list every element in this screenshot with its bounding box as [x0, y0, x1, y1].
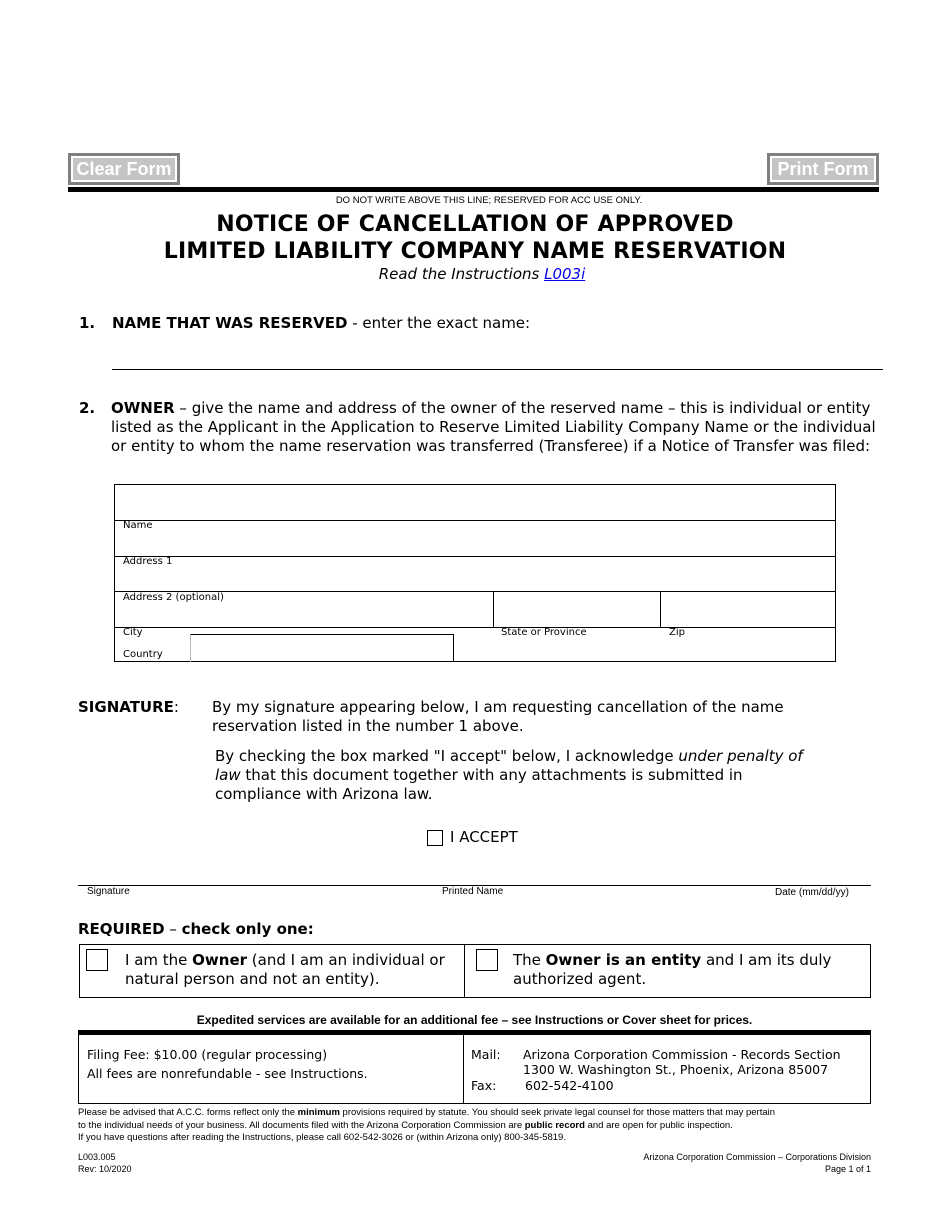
divider: [493, 591, 494, 627]
footer-p2-bold: public record: [524, 1119, 585, 1131]
nonrefundable-note: All fees are nonrefundable - see Instructions.: [87, 1066, 368, 1081]
form-revision: Rev: 10/2020: [78, 1163, 132, 1174]
option1-a: I am the: [125, 951, 193, 969]
divider: [115, 556, 835, 557]
signature-label: Signature: [87, 886, 130, 897]
address1-label: Address 1: [123, 556, 173, 567]
fax-label: Fax:: [471, 1078, 497, 1093]
section1-heading: NAME THAT WAS RESERVED: [112, 314, 348, 332]
filing-fee: Filing Fee: $10.00 (regular processing): [87, 1047, 328, 1062]
i-accept-label: I ACCEPT: [450, 828, 518, 846]
owner-address-box: [114, 484, 836, 662]
footer-p1-b: provisions required by statute. You should seek private legal counsel for those matters that may pertain: [339, 1107, 776, 1118]
agency-name: Arizona Corporation Commission – Corporations Division: [643, 1152, 871, 1162]
country-label: Country: [123, 649, 163, 660]
form-title-line2: LIMITED LIABILITY COMPANY NAME RESERVATION: [163, 239, 787, 264]
page-number: Page 1 of 1: [824, 1163, 871, 1174]
section1-heading-line: [112, 314, 530, 333]
footer-line3: If you have questions after reading the Instructions, please call 602-542-3026 or (within Arizona only) 800-345-5819.: [78, 1132, 566, 1143]
signature-para2-italic: under penalty of law: [215, 747, 803, 784]
date-label: Date (mm/dd/yy): [775, 887, 849, 898]
required-options-box: [79, 944, 871, 998]
owner-individual-option: [125, 951, 460, 989]
zip-label: Zip: [669, 627, 685, 638]
signature-heading-line: [78, 698, 179, 717]
footer-p1-bold: minimum: [297, 1107, 340, 1118]
signature-para2-b: that this document together with any attachments is submitted in compliance with Arizona law.: [215, 766, 743, 803]
printed-name-label: Printed Name: [442, 886, 504, 897]
address1-input[interactable]: [121, 537, 829, 555]
clear-form-button[interactable]: Clear Form: [68, 153, 180, 185]
signature-para1: By my signature appearing below, I am requesting cancellation of the name reservation listed in the number 1 above.: [212, 698, 784, 735]
required-heading-line: [78, 920, 314, 939]
section2-heading: OWNER: [111, 399, 175, 417]
city-label: City: [123, 627, 143, 638]
footer-p2-b: and are open for public inspection.: [584, 1119, 733, 1131]
section1-text: - enter the exact name:: [347, 314, 531, 332]
divider: [115, 627, 835, 628]
fees-box: [78, 1030, 871, 1104]
i-accept-checkbox[interactable]: [427, 830, 443, 846]
option2-a: The: [513, 951, 546, 969]
signature-para2: [215, 747, 820, 804]
option1-b: (and I am an individual or natural person and not an entity).: [125, 951, 445, 988]
name-label: Name: [123, 520, 153, 531]
reserved-name-input[interactable]: [112, 348, 883, 370]
signature-colon: :: [173, 698, 179, 716]
required-heading: REQUIRED: [78, 920, 165, 938]
signature-para2-a: By checking the box marked "I accept" below, I acknowledge: [215, 747, 679, 765]
required-dash: –: [164, 920, 182, 938]
signature-heading: SIGNATURE: [78, 698, 174, 716]
section1-number: 1.: [79, 314, 96, 332]
mail-address-line2: 1300 W. Washington St., Phoenix, Arizona 85007: [523, 1062, 829, 1077]
fax-number: 602-542-4100: [525, 1078, 614, 1093]
form-number: L003.005: [78, 1152, 116, 1162]
section2-number: 2.: [79, 399, 96, 417]
top-rule: [68, 187, 879, 192]
expedited-note: Expedited services are available for an additional fee – see Instructions or Cover sheet for prices.: [196, 1013, 753, 1027]
form-id: [78, 1152, 132, 1175]
option2-bold: Owner is an entity: [545, 951, 702, 969]
option1-bold: Owner: [192, 951, 248, 969]
zip-input[interactable]: [664, 595, 832, 625]
instructions-prefix: Read the Instructions: [378, 265, 545, 283]
owner-entity-option: [513, 951, 858, 989]
address2-input[interactable]: [121, 573, 829, 591]
option2-b: and I am its duly authorized agent.: [513, 951, 832, 988]
owner-entity-checkbox[interactable]: [476, 949, 498, 971]
country-input[interactable]: [190, 634, 454, 662]
footer-p2-a: to the individual needs of your business. All documents filed with the Arizona Corporation Commission are: [78, 1119, 525, 1131]
address2-label: Address 2 (optional): [123, 592, 224, 603]
owner-name-input[interactable]: [121, 489, 829, 517]
section2-text: – give the name and address of the owner of the reserved name – this is individual or entity listed as the Applicant in the Application to Reserve Limited Liability Company Name or the individual or entity to whom the name reservation was transferred (Transferee) if a Notice of Transfer was filed:: [111, 399, 876, 455]
required-subtext: check only one:: [181, 920, 314, 938]
footer-p1-a: Please be advised that A.C.C. forms reflect only the: [78, 1107, 298, 1118]
mail-label: Mail:: [471, 1047, 501, 1062]
divider: [115, 520, 835, 521]
agency-info: [643, 1152, 871, 1175]
city-input[interactable]: [121, 609, 491, 627]
owner-individual-checkbox[interactable]: [86, 949, 108, 971]
footer-line2: [78, 1120, 878, 1133]
divider: [464, 945, 465, 997]
instructions-line: [0, 265, 950, 283]
divider: [463, 1035, 464, 1104]
footer-line1: [78, 1107, 878, 1120]
print-form-button[interactable]: Print Form: [767, 153, 879, 185]
reserved-note: DO NOT WRITE ABOVE THIS LINE; RESERVED FOR ACC USE ONLY.: [335, 195, 643, 206]
instructions-link[interactable]: L003i: [544, 265, 586, 283]
state-label: State or Province: [501, 627, 587, 638]
section2-paragraph: [111, 399, 881, 456]
state-input[interactable]: [497, 595, 657, 625]
mail-address-line1: Arizona Corporation Commission - Records Section: [523, 1047, 841, 1062]
divider: [660, 591, 661, 627]
form-title-line1: NOTICE OF CANCELLATION OF APPROVED: [216, 212, 734, 237]
footer-disclaimer: [78, 1107, 878, 1145]
